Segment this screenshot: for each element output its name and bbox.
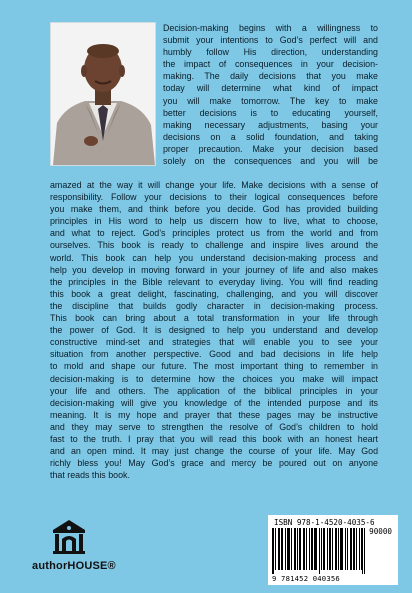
- barcode-bars: [272, 528, 368, 574]
- blurb-line: ourselves. This book is ready to challenge and inspire lives around the: [50, 240, 378, 251]
- barcode-bar: [300, 528, 301, 570]
- barcode-bar: [351, 528, 352, 570]
- blurb-line: the discipline that builds godly character in decision-making process.: [50, 300, 378, 311]
- blurb-line: you make them, and think before you decide. God has provided building: [50, 204, 378, 215]
- blurb-line: you will make tomorrow. The key to make: [163, 95, 378, 106]
- barcode-bar: [335, 528, 336, 570]
- barcode-bar: [361, 528, 362, 570]
- barcode-bar: [323, 528, 324, 570]
- barcode-bar: [359, 528, 360, 570]
- blurb-line: the principles in the Bible relevant to everyday living. You will find reading: [50, 276, 378, 287]
- barcode-bar: [278, 528, 279, 570]
- barcode-bar: [295, 528, 296, 570]
- barcode-bar: [289, 528, 290, 570]
- blurb-line: solely on the consequences and you will be: [163, 156, 378, 167]
- blurb-line: to mold and shape our future. The most important thing to remember in: [50, 361, 378, 372]
- blurb-line: making. The daily decisions that you make: [163, 71, 378, 82]
- barcode-bar: [362, 528, 363, 574]
- blurb-line: decisions on a solid foundation, and taking: [163, 131, 378, 142]
- blurb-line: responsibility. Follow your decisions to their logical consequences before: [50, 192, 378, 203]
- blurb-full-block: [50, 179, 378, 481]
- barcode-bar: [354, 528, 355, 570]
- blurb-line: submit your intentions to God’s perfect will and: [163, 35, 378, 46]
- barcode-bar: [353, 528, 354, 570]
- barcode-bar: [282, 528, 283, 570]
- blurb-line: fast to the truth. I pray that you will read this book with an honest heart: [50, 433, 378, 444]
- barcode-bar: [303, 528, 304, 570]
- barcode-bar: [364, 528, 365, 574]
- barcode-bar: [356, 528, 357, 570]
- blurb-line: making necessary adjustments, basing your: [163, 119, 378, 130]
- barcode-bar: [347, 528, 348, 570]
- authorhouse-house-icon: [52, 519, 86, 555]
- blurb-top-block: [163, 22, 378, 167]
- barcode-bar: [324, 528, 325, 570]
- blurb-line: humbly follow His direction, understanding: [163, 47, 378, 58]
- price-code: 90000: [369, 527, 392, 536]
- blurb-line: situation from another perspective. Good and bad decisions in life help: [50, 349, 378, 360]
- barcode-bar: [288, 528, 289, 570]
- barcode-bar: [279, 528, 280, 570]
- barcode-bar: [285, 528, 286, 570]
- barcode-bar: [329, 528, 330, 570]
- publisher-logo: [22, 519, 122, 577]
- blurb-line: the power of God. It is designed to help you understand and develop: [50, 325, 378, 336]
- barcode-bar: [342, 528, 343, 570]
- blurb-line: better decisions is to educating yourself,: [163, 107, 378, 118]
- barcode-bar: [314, 528, 315, 570]
- barcode-bar: [340, 528, 341, 570]
- blurb-line: this book a great delight, fascinating, challenging, and you will discover: [50, 288, 378, 299]
- blurb-line: decision-making will give you knowledge of the intended purpose and its: [50, 397, 378, 408]
- blurb-line: decision-making is to determine how the choices you make will impact: [50, 373, 378, 384]
- barcode-bar: [299, 528, 300, 570]
- blurb-line: the impact of consequences in your decision-: [163, 59, 378, 70]
- barcode-bar: [312, 528, 313, 570]
- barcode-bar: [275, 528, 276, 570]
- barcode-bar: [330, 528, 331, 570]
- blurb-line: meaning. It is my hope and prayer that these pages may be instructive: [50, 409, 378, 420]
- blurb-line: Decision-making begins with a willingness to: [163, 23, 378, 33]
- blurb-line: world. This book can help you understand decision-making process and: [50, 252, 378, 263]
- barcode-bar: [341, 528, 342, 570]
- barcode-bar: [309, 528, 310, 570]
- blurb-line: principles in His word to help us discern how to live, what to choose,: [50, 216, 378, 227]
- barcode-bar: [272, 528, 273, 574]
- blurb-line: and what to reject. God’s principles protect us from the world and from: [50, 228, 378, 239]
- barcode-bar: [319, 528, 320, 574]
- barcode-bar: [304, 528, 305, 570]
- blurb-line: today will determine what kind of impact: [163, 83, 378, 94]
- isbn-barcode: [268, 515, 398, 585]
- blurb-line: and an open mind. It may just change the course of your life. May God: [50, 446, 378, 457]
- barcode-bar: [291, 528, 292, 570]
- blurb-line: proper precaution. Make your decision based: [163, 143, 378, 154]
- blurb-line: constructive mind-set and strategies that will enable you to see your: [50, 337, 378, 348]
- barcode-bar: [338, 528, 339, 570]
- blurb-line: amazed at the way it will change your life. Make decisions with a sense of: [50, 180, 378, 190]
- blurb-line: that reads this book.: [50, 470, 130, 481]
- barcode-bar: [316, 528, 317, 570]
- barcode-bar: [332, 528, 333, 570]
- ean-digits: 9 781452 040356: [272, 574, 340, 583]
- blurb-line: This book can bring about a total transformation in your life through: [50, 313, 378, 324]
- barcode-bar: [321, 528, 322, 570]
- barcode-bar: [336, 528, 337, 570]
- blurb-line: richly bless you! May God’s grace and mercy be poured out on anyone: [50, 458, 378, 469]
- barcode-bar: [281, 528, 282, 570]
- barcode-bar: [315, 528, 316, 570]
- publisher-name: authorHOUSE®: [32, 560, 116, 572]
- barcode-bar: [287, 528, 288, 570]
- barcode-bar: [297, 528, 298, 570]
- barcode-bar: [327, 528, 328, 570]
- barcode-bar: [350, 528, 351, 570]
- blurb-line: help you develop in moving forward in your journey of life and also makes: [50, 264, 378, 275]
- barcode-bar: [294, 528, 295, 570]
- barcode-bar: [273, 528, 274, 574]
- barcode-bar: [311, 528, 312, 570]
- barcode-bar: [345, 528, 346, 570]
- isbn-number: ISBN 978-1-4520-4035-6: [274, 518, 375, 527]
- blurb-line: and they may serve to strengthen the resolve of God’s children to hold: [50, 421, 378, 432]
- blurb-line: your life and others. The application of the biblical principles in your: [50, 385, 378, 396]
- barcode-bar: [306, 528, 307, 570]
